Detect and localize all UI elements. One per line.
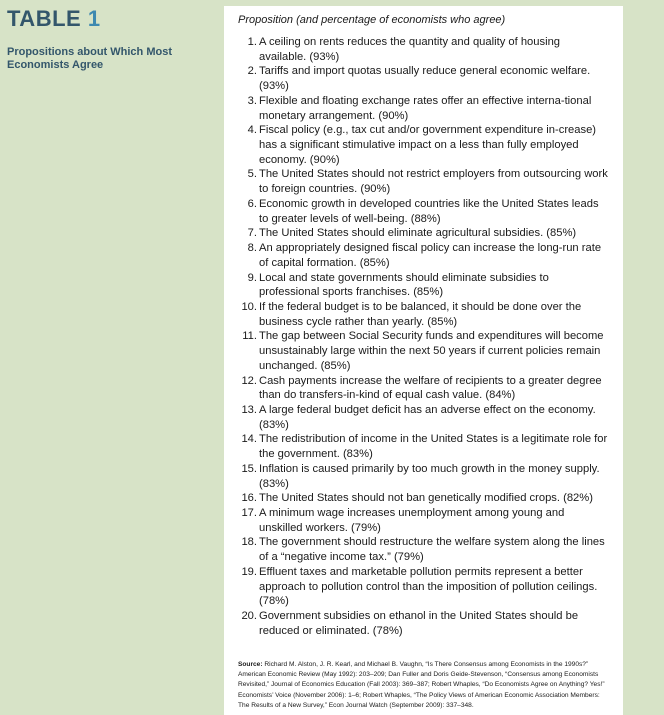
proposition-item [237,462,609,491]
table-subtitle: Propositions about Which Most Economists Agree [7,46,172,71]
proposition-text: The United States should not ban genetically modified crops. (82%) [259,492,593,505]
proposition-item [237,609,609,638]
proposition-item [237,374,609,403]
proposition-text: Fiscal policy (e.g., tax cut and/or government expenditure in-crease) has a significant stimulative impact on a less than fully employed economy. (90%) [259,124,597,166]
proposition-text: An appropriately designed fiscal policy can increase the long-run rate of capital formation. (85%) [259,242,602,269]
propositions-panel [224,6,623,715]
proposition-number: 5. [247,168,257,181]
proposition-item [237,403,609,432]
proposition-number: 3. [247,94,257,107]
proposition-number: 9. [247,271,257,284]
proposition-number: 12. [241,374,257,387]
proposition-text: Inflation is caused primarily by too much growth in the money supply. (83%) [259,462,600,490]
proposition-item [237,94,609,123]
proposition-item [237,491,609,506]
proposition-text: Effluent taxes and marketable pollution permits represent a better approach to pollution control than the imposition of pollution ceilings. (78%) [259,565,598,608]
proposition-item [237,35,609,64]
proposition-item [237,300,609,329]
proposition-text: The United States should eliminate agricultural subsidies. (85%) [259,227,577,240]
source-note [238,660,610,711]
proposition-item [237,535,609,564]
proposition-number: 16. [241,492,257,505]
proposition-number: 11. [242,330,257,343]
proposition-item [237,123,609,167]
proposition-item [237,506,609,535]
source-text: Richard M. Alston, J. R. Kearl, and Michael B. Vaughn, “Is There Consensus among Economists in the 1990s?” American Economic Review (May 1992): 203–209; Dan Fuller and Doris Geide-Stevenson, “Consensus among Economists Revisited,” Journal of Economics Education (Fall 2003): 369–387; Robert Whaples, “Do Economists Agree on Anything? Yes!” Economists’ Voice (November 2006): 1–6; Robert Whaples, “The Policy Views of American Economic Association Members: The Results of a New Survey,” Econ Journal Watch (September 2009): 337–348. [238,661,605,709]
proposition-number: 14. [241,433,257,446]
proposition-item [237,329,609,373]
proposition-text: Tariffs and import quotas usually reduce general economic welfare. (93%) [259,65,591,93]
proposition-text: The government should restructure the welfare system along the lines of a “negative income tax.” (79%) [259,536,605,564]
proposition-number: 13. [241,403,257,416]
proposition-item [237,167,609,196]
proposition-item [237,241,609,270]
proposition-text: Local and state governments should eliminate subsidies to professional sports franchises. (85%) [259,271,549,299]
proposition-text: If the federal budget is to be balanced, it should be done over the business cycle rather than yearly. (85%) [259,300,582,328]
proposition-text: Cash payments increase the welfare of recipients to a greater degree than do transfers-in-kind of equal cash value. (84%) [259,374,602,402]
proposition-text: Flexible and floating exchange rates offer an effective interna-tional monetary arrangement. (90%) [259,94,592,122]
table-title [7,6,217,32]
proposition-text: The United States should not restrict employers from outsourcing work to foreign countries. (90%) [259,168,608,196]
proposition-number: 20. [241,610,257,623]
table-caption [7,6,217,72]
proposition-text: A ceiling on rents reduces the quantity and quality of housing available. (93%) [259,36,561,63]
proposition-text: Government subsidies on ethanol in the United States should be reduced or eliminated. (78%) [259,610,579,637]
proposition-item [237,271,609,300]
proposition-number: 2. [247,65,257,78]
proposition-text: The redistribution of income in the United States is a legitimate role for the government. (83%) [259,433,608,461]
proposition-number: 10. [241,300,257,313]
proposition-item [237,565,609,609]
source-label: Source: [238,661,263,668]
proposition-number: 4. [247,124,257,137]
table-number: 1 [87,6,101,31]
propositions-list [237,35,609,638]
proposition-text: The gap between Social Security funds and expenditures will become unsustainably large within the next 50 years if current policies remain unchanged. (85%) [259,330,604,372]
proposition-number: 8. [247,242,257,255]
proposition-item [237,226,609,241]
proposition-item [237,432,609,461]
proposition-number: 7. [247,227,257,240]
proposition-number: 6. [247,197,257,210]
panel-heading: Proposition (and percentage of economists who agree) [238,14,506,26]
proposition-text: A large federal budget deficit has an adverse effect on the economy. (83%) [259,403,596,431]
table-label: TABLE [7,6,82,31]
proposition-number: 18. [241,536,257,549]
proposition-item [237,197,609,226]
proposition-number: 15. [241,462,257,475]
proposition-item [237,64,609,93]
proposition-text: A minimum wage increases unemployment among young and unskilled workers. (79%) [259,507,565,534]
proposition-number: 17. [241,507,257,519]
proposition-number: 1. [247,36,257,48]
proposition-number: 19. [241,565,257,578]
proposition-text: Economic growth in developed countries like the United States leads to greater levels of well-being. (88%) [259,197,599,225]
